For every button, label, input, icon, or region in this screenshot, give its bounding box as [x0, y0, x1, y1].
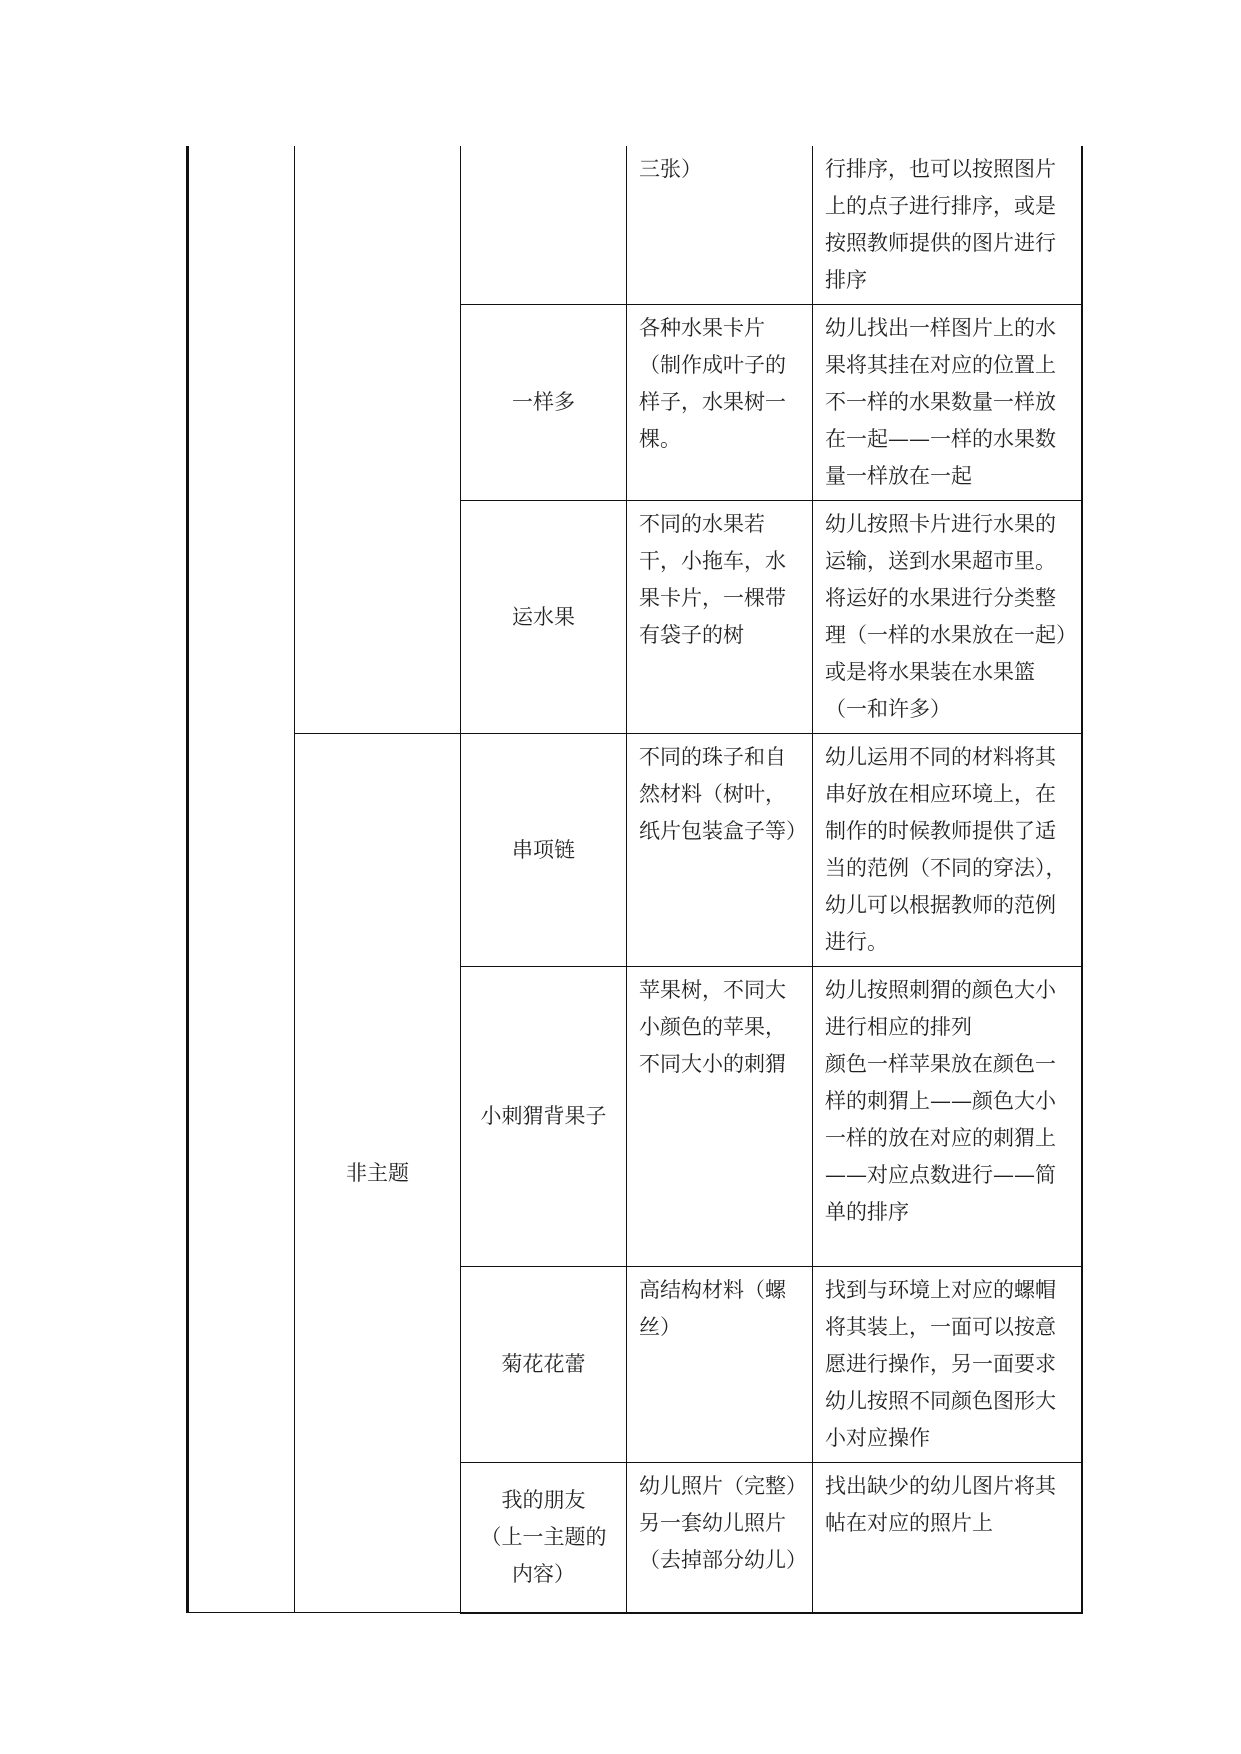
description-text: 找到与环境上对应的螺帽将其装上，一面可以按意愿进行操作，另一面要求幼儿按照不同颜色图形大小对应操作	[825, 1278, 1056, 1450]
materials-text: 幼儿照片（完整）另一套幼儿照片（去掉部分幼儿）	[639, 1474, 807, 1572]
materials-cell	[627, 501, 813, 734]
materials-text: 高结构材料（螺丝）	[639, 1278, 786, 1339]
description-cell	[813, 967, 1082, 1267]
description-text: 幼儿运用不同的材料将其串好放在相应环境上，在制作的时候教师提供了适当的范例（不同的穿法），幼儿可以根据教师的范例进行。	[825, 745, 1067, 954]
description-text: 行排序，也可以按照图片上的点子进行排序，或是按照教师提供的图片进行排序	[825, 157, 1056, 292]
activity-name: 串项链	[512, 837, 575, 862]
materials-text: 不同的珠子和自然材料（树叶，纸片包装盒子等）	[639, 745, 807, 843]
description-text: 幼儿找出一样图片上的水果将其挂在对应的位置上不一样的水果数量一样放在一起——一样的水果数量一样放在一起	[825, 316, 1056, 488]
table-row	[188, 146, 1082, 305]
activity-name-cell	[461, 146, 627, 305]
activity-name: 菊花花蕾	[501, 1352, 586, 1376]
description-cell	[813, 1463, 1082, 1613]
materials-cell	[627, 146, 813, 305]
materials-cell	[627, 734, 813, 967]
description-text: 幼儿按照卡片进行水果的运输，送到水果超市里。将运好的水果进行分类整理（一样的水果放在一起）或是将水果装在水果篮（一和许多）	[825, 512, 1067, 721]
theme-cell	[295, 146, 461, 734]
activity-name: 一样多	[512, 390, 575, 414]
materials-cell	[627, 1267, 813, 1463]
activity-name: 我的朋友 （上一主题的 内容）	[480, 1487, 607, 1586]
activity-name-cell	[461, 967, 627, 1267]
materials-text: 苹果树，不同大小颜色的苹果，不同大小的刺猬	[639, 978, 786, 1076]
materials-text: 不同的水果若干，小拖车，水果卡片，一棵带有袋子的树	[639, 512, 786, 647]
description-text: 找出缺少的幼儿图片将其帖在对应的照片上	[825, 1474, 1056, 1535]
activity-name: 运水果	[512, 604, 575, 629]
activity-name-cell	[461, 1463, 627, 1613]
activity-name-cell	[461, 305, 627, 501]
category-cell	[188, 146, 295, 1613]
description-text: 幼儿按照刺猬的颜色大小进行相应的排列 颜色一样苹果放在颜色一样的刺猬上——颜色大小一样的放在对应的刺猬上——对应点数进行——简单的排序	[825, 978, 1056, 1224]
description-cell	[813, 501, 1082, 734]
activity-name-cell	[461, 734, 627, 967]
group-label: 非主题	[346, 1160, 409, 1185]
materials-cell	[627, 305, 813, 501]
activity-name: 小刺猬背果子	[480, 1104, 607, 1128]
materials-text: 三张）	[639, 157, 702, 181]
activity-table	[186, 146, 1083, 1614]
materials-text: 各种水果卡片（制作成叶子的样子，水果树一棵。	[639, 316, 786, 451]
table-row	[188, 734, 1082, 967]
group-label-cell	[295, 734, 461, 1613]
description-cell	[813, 146, 1082, 305]
description-cell	[813, 734, 1082, 967]
description-cell	[813, 305, 1082, 501]
materials-cell	[627, 1463, 813, 1613]
materials-cell	[627, 967, 813, 1267]
description-cell	[813, 1267, 1082, 1463]
activity-name-cell	[461, 501, 627, 734]
activity-name-cell	[461, 1267, 627, 1463]
